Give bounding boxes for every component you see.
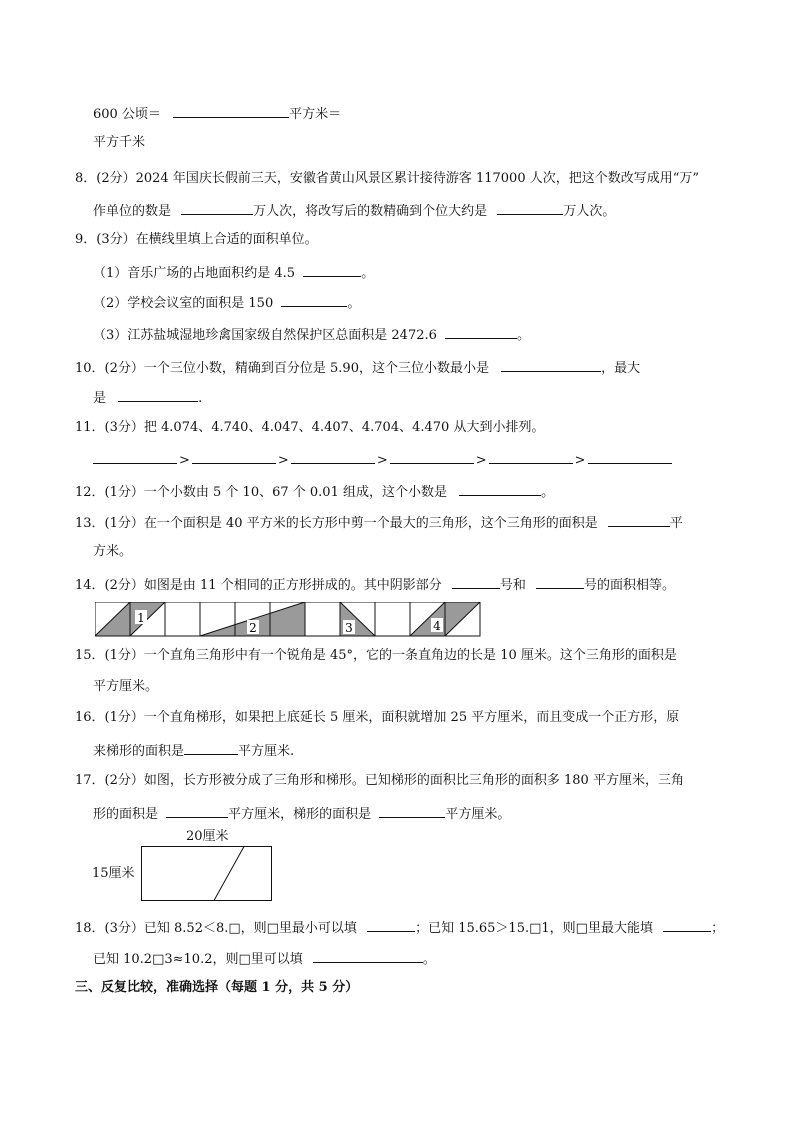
answer-blank[interactable] xyxy=(452,575,500,589)
q11-ordering: > > > > > xyxy=(93,450,672,469)
answer-blank[interactable] xyxy=(445,325,517,339)
q17-line2: 形的面积是 平方厘米，梯形的面积是 平方厘米。 xyxy=(93,804,510,823)
answer-blank[interactable] xyxy=(184,741,238,755)
q13-line1: 13．(1分）在一个面积是 40 平方米的长方形中剪一个最大的三角形，这个三角形的面积是 平 xyxy=(75,513,683,532)
figure-label-1: 1 xyxy=(137,611,145,625)
rect-left-label: 15厘米 xyxy=(92,866,135,881)
answer-blank[interactable] xyxy=(608,513,670,527)
q12-line1: 12．(1分）一个小数由 5 个 10、67 个 0.01 组成，这个小数是 。 xyxy=(75,482,554,501)
answer-blank[interactable] xyxy=(459,482,541,496)
answer-blank[interactable] xyxy=(536,575,584,589)
q14-line1: 14．(2分）如图是由 11 个相同的正方形拼成的。其中阴影部分 号和 号的面积相等。 xyxy=(75,575,675,594)
answer-blank[interactable] xyxy=(497,201,563,215)
figure-label-2: 2 xyxy=(249,621,257,635)
answer-blank[interactable] xyxy=(173,104,289,118)
q18-line2: 已知 10.2□3≈10.2，则□里可以填 。 xyxy=(93,949,436,968)
answer-blank[interactable] xyxy=(390,450,474,464)
q17-line1: 17．(2分）如图，长方形被分成了三角形和梯形。已知梯形的面积比三角形的面积多 180 平方厘米，三角 xyxy=(75,773,684,788)
answer-blank[interactable] xyxy=(118,388,198,402)
q7-line1: 600 公顷＝ 平方米＝ xyxy=(93,104,341,123)
answer-blank[interactable] xyxy=(291,450,375,464)
q10-line2: 是 . xyxy=(93,388,202,407)
answer-blank[interactable] xyxy=(303,263,361,277)
q15-line2: 平方厘米。 xyxy=(93,679,159,694)
q9-sub1: （1）音乐广场的占地面积约是 4.5 。 xyxy=(93,263,374,282)
answer-blank[interactable] xyxy=(367,918,415,932)
answer-blank[interactable] xyxy=(166,804,228,818)
answer-blank[interactable] xyxy=(93,450,177,464)
q16-line2: 来梯形的面积是 平方厘米. xyxy=(93,741,294,760)
answer-blank[interactable] xyxy=(313,949,423,963)
rect-top-label: 20厘米 xyxy=(186,829,229,844)
q15-line1: 15．(1分）一个直角三角形中有一个锐角是 45°，它的一条直角边的长是 10 厘米。这个三角形的面积是 xyxy=(75,648,677,663)
answer-blank[interactable] xyxy=(663,918,711,932)
q8-line2: 作单位的数是 万人次，将改写后的数精确到个位大约是 万人次。 xyxy=(93,201,615,220)
answer-blank[interactable] xyxy=(281,293,347,307)
squares-figure xyxy=(95,602,485,640)
figure-label-4: 4 xyxy=(433,619,441,633)
section-3-heading: 三、反复比较，准确选择（每题 1 分，共 5 分） xyxy=(75,980,359,995)
q9-sub3: （3）江苏盐城湿地珍禽国家级自然保护区总面积是 2472.6 。 xyxy=(93,325,530,344)
answer-blank[interactable] xyxy=(588,450,672,464)
q16-line1: 16．(1分）一个直角梯形，如果把上底延长 5 厘米，面积就增加 25 平方厘米，而且变成一个正方形，原 xyxy=(75,710,680,725)
figure-label-3: 3 xyxy=(345,621,353,635)
rectangle-figure xyxy=(141,846,273,902)
q7-line2: 平方千米 xyxy=(93,135,146,150)
answer-blank[interactable] xyxy=(181,201,253,215)
q13-line2: 方米。 xyxy=(93,544,133,559)
q18-line1: 18．(3分）已知 8.52＜8.□，则□里最小可以填 ；已知 15.65＞15.□1，则□里最大能填 ； xyxy=(75,918,724,937)
answer-blank[interactable] xyxy=(379,804,445,818)
q9-sub2: （2）学校会议室的面积是 150 。 xyxy=(93,293,360,312)
q10-line1: 10．(2分）一个三位小数，精确到百分位是 5.90，这个三位小数最小是 ，最大 xyxy=(75,358,640,377)
answer-blank[interactable] xyxy=(192,450,276,464)
answer-blank[interactable] xyxy=(501,358,601,372)
answer-blank[interactable] xyxy=(489,450,573,464)
q11-line1: 11．(3分）把 4.074、4.740、4.047、4.407、4.704、4.470 从大到小排列。 xyxy=(75,420,545,435)
q8-line1: 8．(2分）2024 年国庆长假前三天，安徽省黄山风景区累计接待游客 117000 人次，把这个数改写成用“万” xyxy=(75,171,700,186)
q9-title: 9．(3分）在横线里填上合适的面积单位。 xyxy=(75,232,318,247)
